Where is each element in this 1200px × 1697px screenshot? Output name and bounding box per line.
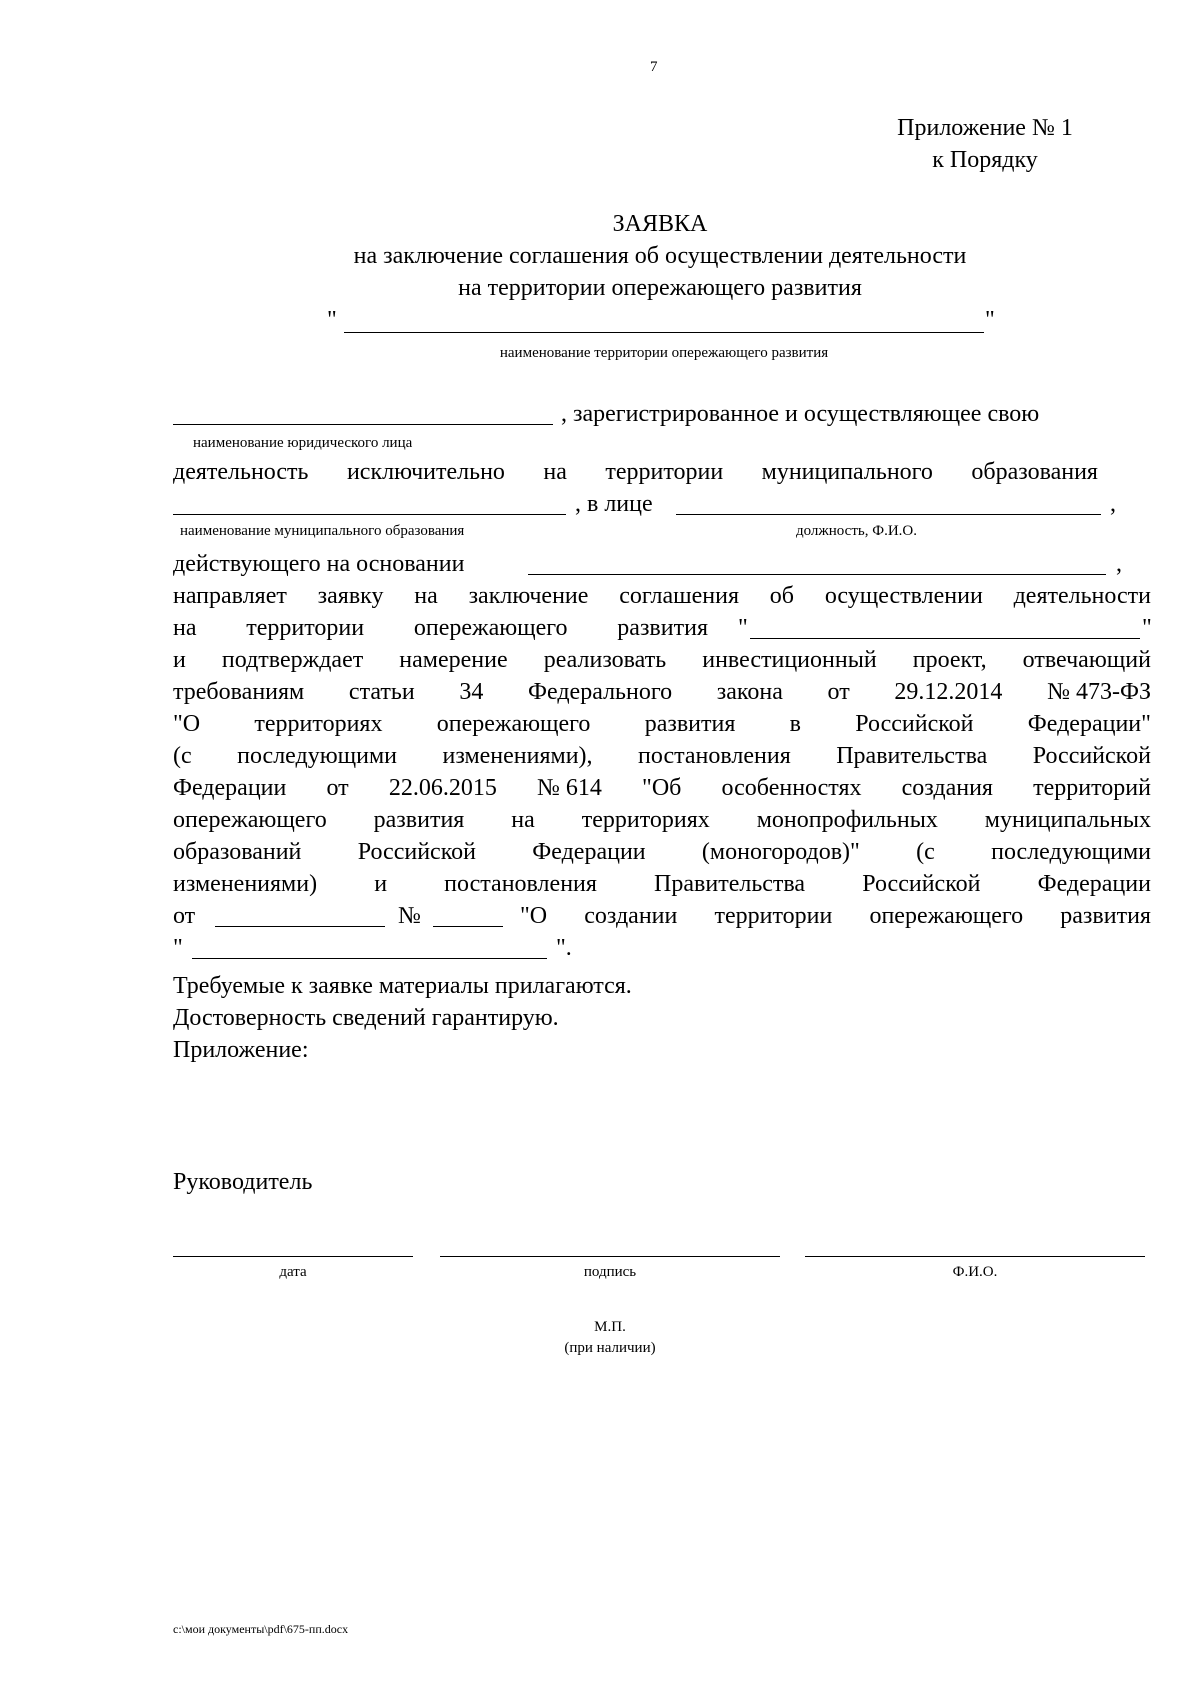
word: образований <box>173 839 302 865</box>
word: создании <box>584 903 678 929</box>
word: заключение <box>468 583 589 609</box>
word: Федерации <box>532 839 646 865</box>
line-16-end: ". <box>556 935 572 961</box>
position-fio-field[interactable] <box>676 514 1101 515</box>
footer-file-path: c:\мои документы\pdf\675-пп.docx <box>173 1622 349 1636</box>
signature-caption: подпись <box>583 1264 637 1280</box>
word: деятельность <box>173 459 309 485</box>
word: Правительства <box>654 871 806 897</box>
word: требованиям <box>173 679 305 705</box>
territory-quote-open: " <box>327 307 337 333</box>
body-line-14 <box>173 868 1151 900</box>
appendix-line-2: к Порядку <box>932 147 1038 173</box>
word: развития <box>644 711 736 737</box>
head-label: Руководитель <box>173 1169 313 1195</box>
word: подтверждает <box>221 647 364 673</box>
word: закона <box>716 679 783 705</box>
word: особенностях <box>721 775 862 801</box>
accuracy-guarantee: Достоверность сведений гарантирую. <box>173 1005 559 1031</box>
word: и <box>374 871 388 897</box>
word: "Об <box>642 775 682 801</box>
territory-name-field[interactable] <box>344 332 984 333</box>
line-16-quote-open: " <box>173 935 183 961</box>
line-3-comma: , <box>1110 491 1116 517</box>
word: территории <box>714 903 833 929</box>
line-4-comma: , <box>1116 551 1122 577</box>
body-line-15-tail <box>520 900 1151 932</box>
word: 22.06.2015 <box>388 775 497 801</box>
word: деятельности <box>1013 583 1151 609</box>
fio-field[interactable] <box>805 1256 1145 1257</box>
word: изменениями) <box>173 871 318 897</box>
word: № 614 <box>536 775 602 801</box>
word: последующими <box>237 743 398 769</box>
word: заявку <box>317 583 384 609</box>
body-line-11 <box>173 772 1151 804</box>
word: в <box>789 711 801 737</box>
word: исключительно <box>346 459 505 485</box>
word: намерение <box>399 647 508 673</box>
body-line-6 <box>173 612 708 644</box>
word: (с <box>173 743 192 769</box>
word: Правительства <box>836 743 988 769</box>
signature-field[interactable] <box>440 1256 780 1257</box>
word: Российской <box>862 871 981 897</box>
body-line-9 <box>173 708 1151 740</box>
appendix-line-1: Приложение № 1 <box>897 115 1073 141</box>
line-6-quote-close: " <box>1142 615 1152 641</box>
word: муниципального <box>761 459 933 485</box>
word: Российской <box>357 839 476 865</box>
word: постановления <box>444 871 597 897</box>
basis-text: действующего на основании <box>173 551 465 577</box>
word: "О <box>520 903 548 929</box>
date-field[interactable] <box>173 1256 413 1257</box>
body-line-10 <box>173 740 1151 772</box>
word: опережающего <box>869 903 1024 929</box>
word: на <box>414 583 438 609</box>
resolution-number-field[interactable] <box>433 926 503 927</box>
word: монопрофильных <box>756 807 938 833</box>
word: от <box>827 679 850 705</box>
date-caption: дата <box>279 1264 307 1280</box>
word: (с <box>916 839 935 865</box>
registered-text: , зарегистрированное и осуществляющее свою <box>561 401 1040 427</box>
body-line-7 <box>173 644 1151 676</box>
body-line-12 <box>173 804 1151 836</box>
stamp-label: М.П. <box>594 1319 626 1335</box>
word: Российской <box>855 711 974 737</box>
word: инвестиционный <box>702 647 877 673</box>
word: статьи <box>348 679 415 705</box>
territory-name-inline-field[interactable] <box>750 638 1140 639</box>
word: территориях <box>581 807 710 833</box>
word: осуществлении <box>824 583 983 609</box>
word: отвечающий <box>1022 647 1151 673</box>
resolution-date-field[interactable] <box>215 926 385 927</box>
word: опережающего <box>436 711 591 737</box>
word: развития <box>373 807 465 833</box>
word: 29.12.2014 <box>894 679 1003 705</box>
word: территориях <box>254 711 383 737</box>
word: об <box>769 583 795 609</box>
territory-quote-close: " <box>985 307 995 333</box>
page-number: 7 <box>650 59 658 75</box>
position-fio-caption: должность, Ф.И.О. <box>796 523 918 539</box>
word: № 473-ФЗ <box>1047 679 1151 705</box>
word: Федерации <box>1037 871 1151 897</box>
word: Федерации" <box>1027 711 1151 737</box>
word: Федерального <box>528 679 673 705</box>
fio-caption: Ф.И.О. <box>952 1264 998 1280</box>
body-line-13 <box>173 836 1151 868</box>
word: Российской <box>1032 743 1151 769</box>
in-person-text: , в лице <box>575 491 653 517</box>
word: реализовать <box>543 647 667 673</box>
word: направляет <box>173 583 287 609</box>
word: последующими <box>991 839 1151 865</box>
word: образования <box>971 459 1098 485</box>
word: создания <box>901 775 993 801</box>
word: (моногородов)" <box>701 839 860 865</box>
word: территорий <box>1033 775 1151 801</box>
line-6-quote-open: " <box>738 615 748 641</box>
body-line-5 <box>173 580 1151 612</box>
legal-entity-name-field[interactable] <box>173 424 553 425</box>
body-line-8 <box>173 676 1151 708</box>
line-15-from: от <box>173 903 196 929</box>
word: соглашения <box>619 583 739 609</box>
word: развития <box>617 615 708 641</box>
word: 34 <box>459 679 484 705</box>
word: на <box>543 459 567 485</box>
municipality-caption: наименование муниципального образования <box>180 523 465 539</box>
word: от <box>326 775 349 801</box>
word: Федерации <box>173 775 287 801</box>
document-heading: ЗАЯВКА <box>612 211 708 237</box>
word: муниципальных <box>984 807 1151 833</box>
word: "О <box>173 711 201 737</box>
word: опережающего <box>173 807 327 833</box>
word: на <box>511 807 535 833</box>
municipality-name-field[interactable] <box>173 514 566 515</box>
word: развития <box>1060 903 1151 929</box>
resolution-territory-field[interactable] <box>192 958 547 959</box>
stamp-note: (при наличии) <box>564 1340 656 1356</box>
legal-entity-caption: наименование юридического лица <box>193 435 413 451</box>
word: опережающего <box>413 615 568 641</box>
word: территории <box>246 615 365 641</box>
word: территории <box>605 459 724 485</box>
word: проект, <box>912 647 987 673</box>
territory-name-caption: наименование территории опережающего развития <box>499 345 829 361</box>
word: изменениями), <box>442 743 593 769</box>
body-line-2 <box>173 456 1098 488</box>
word: постановления <box>638 743 791 769</box>
document-subtitle-2: на территории опережающего развития <box>458 275 862 301</box>
word: и <box>173 647 186 673</box>
basis-field[interactable] <box>528 574 1106 575</box>
word: на <box>173 615 197 641</box>
materials-attached: Требуемые к заявке материалы прилагаются. <box>173 973 632 999</box>
attachment-label: Приложение: <box>173 1037 309 1063</box>
document-subtitle-1: на заключение соглашения об осуществлении деятельности <box>353 243 967 269</box>
line-15-number-sign: № <box>398 903 421 929</box>
